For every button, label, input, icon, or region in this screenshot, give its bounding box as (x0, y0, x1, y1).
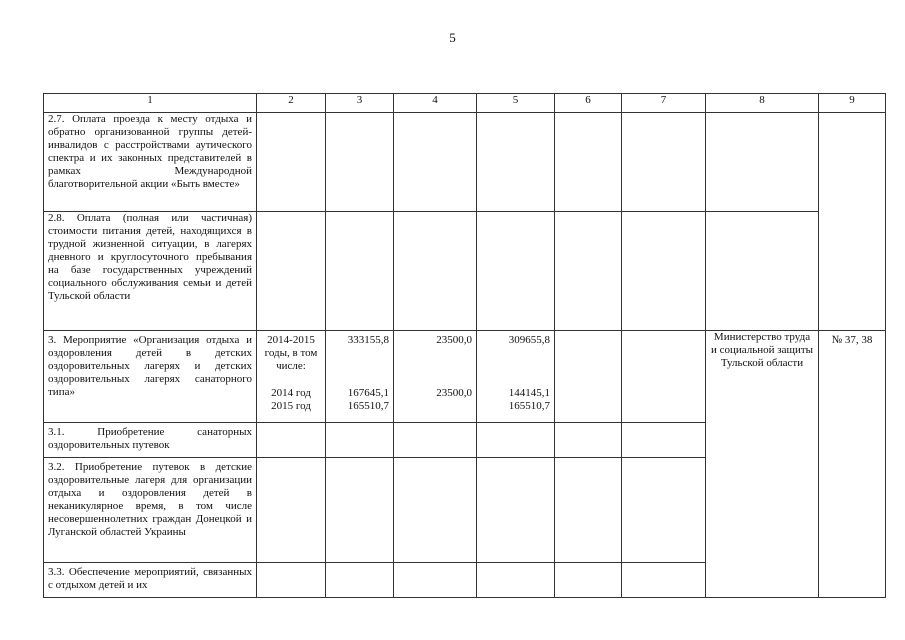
row-3-2-title: 3.2. Приобретение путевок в детские оздоровительные лагеря для организации отдыха и оздоровления детей в неканикулярное время, в том числе несовершеннолетних граждан Донецкой и Луганской областей Украины (44, 458, 257, 563)
row-3-col3-2015: 165510,7 (347, 400, 389, 412)
page-number: 5 (449, 30, 456, 45)
row-3-col4-total: 23500,0 (436, 334, 472, 346)
header-cell-4: 4 (394, 94, 477, 113)
row-3-col4-2014: 23500,0 (436, 387, 472, 399)
row-3-executor: Министерство труда и социальной защиты Тульской области (706, 331, 819, 598)
row-3-col3-cell (326, 331, 394, 423)
row-3-period: 2014-2015 годы, в том числе: (264, 334, 318, 372)
row-3-col5-2014: 144145,1 (508, 387, 550, 399)
header-cell-9: 9 (819, 94, 886, 113)
row-3-col3-2014: 167645,1 (347, 387, 389, 399)
row-3-1-title: 3.1. Приобретение санаторных оздоровительных путевок (44, 423, 257, 458)
program-table (43, 93, 886, 598)
header-row (44, 94, 886, 113)
row-3-col4-cell (394, 331, 477, 423)
row-3-year-2014: 2014 год (271, 387, 311, 399)
table-row-2-8 (44, 212, 886, 331)
row-2-7-title: 2.7. Оплата проезда к месту отдыха и обратно организованной группы детей-инвалидов с расстройствами аутического спектра и их законных представителей в рамках Международной благотворительной акции «Быть вместе» (44, 113, 257, 212)
row-3-title: 3. Мероприятие «Организация отдыха и оздоровления детей в детских оздоровительных лагерях и детских оздоровительных лагерях санаторного типа» (44, 331, 257, 423)
row-3-col3-total: 333155,8 (347, 334, 389, 346)
row-3-col5-cell (477, 331, 555, 423)
header-cell-5: 5 (477, 94, 555, 113)
header-cell-2: 2 (257, 94, 326, 113)
table-row-3 (44, 331, 886, 423)
row-2-8-title: 2.8. Оплата (полная или частичная) стоимости питания детей, находящихся в трудной жизненной ситуации, в лагерях дневного и круглосуточного пребывания на базе государственных учреждений социального обслуживания семьи и детей Тульской области (44, 212, 257, 331)
table-row-2-7 (44, 113, 886, 212)
row-3-indicator: № 37, 38 (819, 331, 886, 598)
row-3-3-title: 3.3. Обеспечение мероприятий, связанных с отдыхом детей и их (44, 563, 257, 598)
row-3-year-2015: 2015 год (271, 400, 311, 412)
header-cell-7: 7 (622, 94, 706, 113)
row-3-period-cell (257, 331, 326, 423)
header-cell-1: 1 (44, 94, 257, 113)
header-cell-6: 6 (555, 94, 622, 113)
header-cell-8: 8 (706, 94, 819, 113)
row-3-col5-2015: 165510,7 (508, 400, 550, 412)
header-cell-3: 3 (326, 94, 394, 113)
row-3-col5-total: 309655,8 (508, 334, 550, 346)
